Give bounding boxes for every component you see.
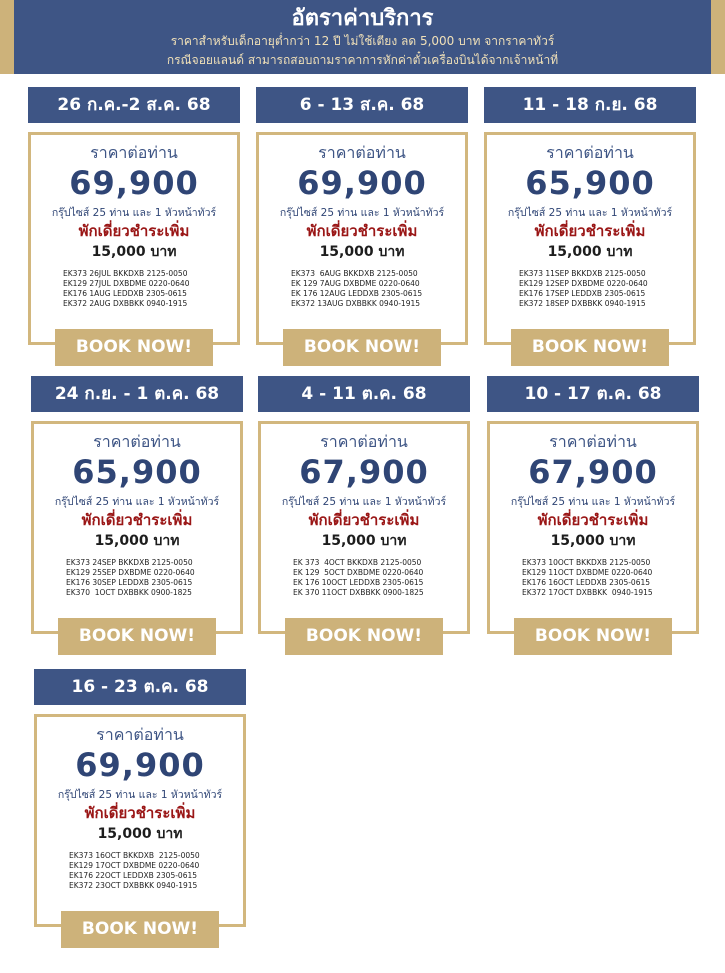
group-size: กรุ๊ปไซส์ 25 ท่าน และ 1 หัวหน้าทัวร์ <box>51 207 217 219</box>
group-size: กรุ๊ปไซส์ 25 ท่าน และ 1 หัวหน้าทัวร์ <box>57 789 223 801</box>
flight-list <box>66 558 240 598</box>
flight-row: EK373 26JUL BKKDXB 2125-0050 <box>63 269 188 278</box>
flight-row: EK129 11OCT DXBDME 0220-0640 <box>522 568 653 577</box>
price: 65,900 <box>72 453 202 491</box>
flight-row: EK176 30SEP LEDDXB 2305-0615 <box>66 578 193 587</box>
package-date: 16 - 23 ต.ค. 68 <box>34 669 246 705</box>
flight-list <box>69 851 243 891</box>
book-now-button[interactable]: BOOK NOW! <box>61 911 219 948</box>
single-supplement-price: 15,000 บาท <box>94 533 180 549</box>
single-supplement-label: พักเดี่ยวชำระเพิ่ม <box>308 511 420 529</box>
package-date: 4 - 11 ต.ค. 68 <box>258 376 470 412</box>
price-label: ราคาต่อท่าน <box>96 725 184 744</box>
flight-row: EK176 22OCT LEDDXB 2305-0615 <box>69 871 198 880</box>
flight-row: EK 373 4OCT BKKDXB 2125-0050 <box>293 558 422 567</box>
flight-row: EK176 17SEP LEDDXB 2305-0615 <box>519 289 646 298</box>
single-supplement-label: พักเดี่ยวชำระเพิ่ม <box>84 804 196 822</box>
single-supplement-price: 15,000 บาท <box>550 533 636 549</box>
group-size: กรุ๊ปไซส์ 25 ท่าน และ 1 หัวหน้าทัวร์ <box>507 207 673 219</box>
price: 67,900 <box>299 453 429 491</box>
book-now-button[interactable]: BOOK NOW! <box>55 329 213 366</box>
joinland-note: กรณีจอยแลนด์ สามารถสอบถามราคาการหักค่าตั๋วเครื่องบินได้จากเจ้าหน้าที่ <box>166 53 559 67</box>
package-card <box>31 421 243 634</box>
flight-row: EK176 1AUG LEDDXB 2305-0615 <box>63 289 187 298</box>
price: 69,900 <box>75 746 205 784</box>
flight-row: EK372 2AUG DXBBKK 0940-1915 <box>63 299 188 308</box>
flight-row: EK129 17OCT DXBDME 0220-0640 <box>69 861 200 870</box>
price: 67,900 <box>528 453 658 491</box>
group-size: กรุ๊ปไซส์ 25 ท่าน และ 1 หัวหน้าทัวร์ <box>281 496 447 508</box>
page-title: อัตราค่าบริการ <box>291 6 434 31</box>
price-label: ราคาต่อท่าน <box>318 143 406 162</box>
single-supplement-price: 15,000 บาท <box>97 826 183 842</box>
package-date: 24 ก.ย. - 1 ต.ค. 68 <box>31 376 243 412</box>
flight-row: EK372 13AUG DXBBKK 0940-1915 <box>291 299 421 308</box>
flight-row: EK373 16OCT BKKDXB 2125-0050 <box>69 851 200 860</box>
package-card <box>28 132 240 345</box>
package-card <box>258 421 470 634</box>
flight-row: EK373 10OCT BKKDXB 2125-0050 <box>522 558 651 567</box>
flight-row: EK373 24SEP BKKDXB 2125-0050 <box>66 558 193 567</box>
flight-row: EK373 11SEP BKKDXB 2125-0050 <box>519 269 646 278</box>
package-date: 11 - 18 ก.ย. 68 <box>484 87 696 123</box>
flight-row: EK 176 10OCT LEDDXB 2305-0615 <box>293 578 424 587</box>
header-panel <box>14 0 711 74</box>
flight-row: EK373 6AUG BKKDXB 2125-0050 <box>291 269 418 278</box>
price: 69,900 <box>69 164 199 202</box>
single-supplement-label: พักเดี่ยวชำระเพิ่ม <box>78 222 190 240</box>
package-card <box>484 132 696 345</box>
single-supplement-price: 15,000 บาท <box>321 533 407 549</box>
flight-row: EK370 1OCT DXBBKK 0900-1825 <box>66 588 192 597</box>
group-size: กรุ๊ปไซส์ 25 ท่าน และ 1 หัวหน้าทัวร์ <box>279 207 445 219</box>
price-label: ราคาต่อท่าน <box>320 432 408 451</box>
price-label: ราคาต่อท่าน <box>93 432 181 451</box>
package-card <box>256 132 468 345</box>
flight-row: EK 129 5OCT DXBDME 0220-0640 <box>293 568 424 577</box>
flight-row: EK176 16OCT LEDDXB 2305-0615 <box>522 578 651 587</box>
single-supplement-label: พักเดี่ยวชำระเพิ่ม <box>81 511 193 529</box>
single-supplement-price: 15,000 บาท <box>547 244 633 260</box>
flight-row: EK372 18SEP DXBBKK 0940-1915 <box>519 299 646 308</box>
price-label: ราคาต่อท่าน <box>549 432 637 451</box>
flight-list <box>291 269 465 309</box>
package-card <box>487 421 699 634</box>
single-supplement-label: พักเดี่ยวชำระเพิ่ม <box>534 222 646 240</box>
flight-row: EK 176 12AUG LEDDXB 2305-0615 <box>291 289 423 298</box>
book-now-button[interactable]: BOOK NOW! <box>283 329 441 366</box>
flight-list <box>522 558 696 598</box>
price-label: ราคาต่อท่าน <box>546 143 634 162</box>
header-band <box>0 0 725 74</box>
package-date: 6 - 13 ส.ค. 68 <box>256 87 468 123</box>
book-now-button[interactable]: BOOK NOW! <box>285 618 443 655</box>
single-supplement-label: พักเดี่ยวชำระเพิ่ม <box>306 222 418 240</box>
single-supplement-label: พักเดี่ยวชำระเพิ่ม <box>537 511 649 529</box>
single-supplement-price: 15,000 บาท <box>91 244 177 260</box>
group-size: กรุ๊ปไซส์ 25 ท่าน และ 1 หัวหน้าทัวร์ <box>54 496 220 508</box>
book-now-button[interactable]: BOOK NOW! <box>511 329 669 366</box>
package-date: 10 - 17 ต.ค. 68 <box>487 376 699 412</box>
flight-row: EK129 27JUL DXBDME 0220-0640 <box>63 279 190 288</box>
price-label: ราคาต่อท่าน <box>90 143 178 162</box>
package-date: 26 ก.ค.-2 ส.ค. 68 <box>28 87 240 123</box>
flight-list <box>293 558 467 598</box>
flight-list <box>63 269 237 309</box>
package-card <box>34 714 246 927</box>
book-now-button[interactable]: BOOK NOW! <box>514 618 672 655</box>
flight-row: EK372 17OCT DXBBKK 0940-1915 <box>522 588 653 597</box>
flight-list <box>519 269 693 309</box>
child-discount-note: ราคาสำหรับเด็กอายุต่ำกว่า 12 ปี ไม่ใช้เตียง ลด 5,000 บาท จากราคาทัวร์ <box>170 34 555 48</box>
flight-row: EK 370 11OCT DXBBKK 0900-1825 <box>293 588 424 597</box>
flight-row: EK129 12SEP DXBDME 0220-0640 <box>519 279 648 288</box>
book-now-button[interactable]: BOOK NOW! <box>58 618 216 655</box>
single-supplement-price: 15,000 บาท <box>319 244 405 260</box>
price: 69,900 <box>297 164 427 202</box>
flight-row: EK 129 7AUG DXBDME 0220-0640 <box>291 279 420 288</box>
flight-row: EK129 25SEP DXBDME 0220-0640 <box>66 568 195 577</box>
flight-row: EK372 23OCT DXBBKK 0940-1915 <box>69 881 198 890</box>
price: 65,900 <box>525 164 655 202</box>
group-size: กรุ๊ปไซส์ 25 ท่าน และ 1 หัวหน้าทัวร์ <box>510 496 676 508</box>
